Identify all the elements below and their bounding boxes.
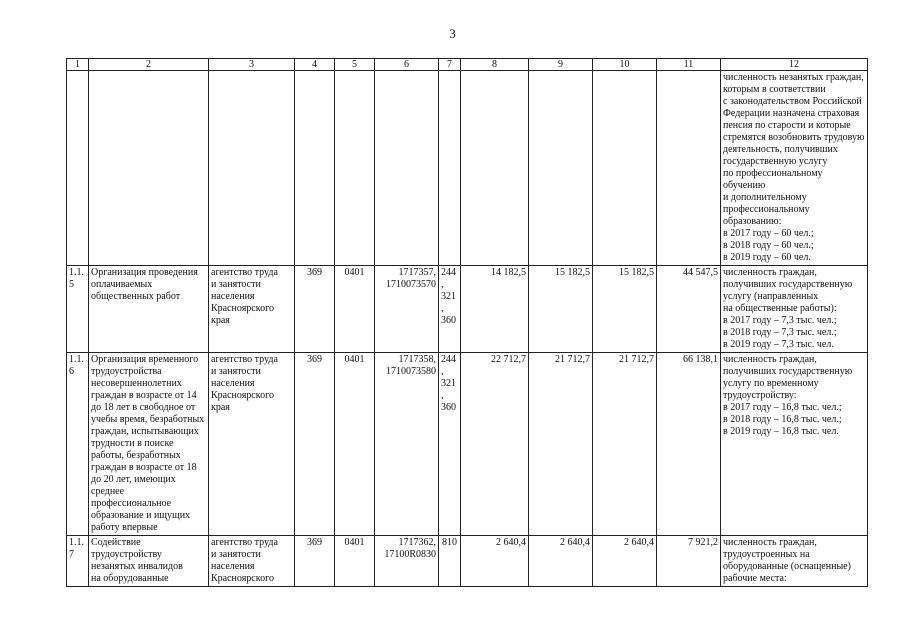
amount-2018: 2 640,4	[529, 536, 593, 587]
csr-cell: 1717357, 1710073570	[375, 266, 439, 353]
col-header-2: 2	[89, 59, 209, 71]
rzpr-cell: 0401	[335, 266, 375, 353]
grbs-cell: 369	[295, 353, 335, 536]
grbs-cell: 369	[295, 266, 335, 353]
activity-name: Организация проведения оплачиваемых общественных работ	[89, 266, 209, 353]
page-number: 3	[449, 26, 456, 41]
col-header-12: 12	[721, 59, 868, 71]
table-row	[67, 536, 868, 587]
executor-cell: агентство труда и занятости населения Красноярского края	[209, 353, 295, 536]
result-cell: численность незанятых граждан, которым в соответствии с законодательством Российской Федерации назначена страховая пенсия по старости и которые стремятся возобновить трудовую деятельность, получивших государственную услугу по профессиональному обучению и дополнительному профессиональному образованию: в 2017 году – 60 чел.; в 2018 году – 60 чел.; в 2019 году – 60 чел.	[721, 71, 868, 266]
row-number: 1.1.7	[67, 536, 89, 587]
amount-2019: 21 712,7	[593, 353, 657, 536]
result-cell: численность граждан, получивших государственную услугу (направленных на общественные работы): в 2017 году – 7,3 тыс. чел.; в 2018 году – 7,3 тыс. чел.; в 2019 году – 7,3 тыс. чел.	[721, 266, 868, 353]
grbs-cell: 369	[295, 536, 335, 587]
col-header-11: 11	[657, 59, 721, 71]
col-header-3: 3	[209, 59, 295, 71]
amount-2017: 22 712,7	[461, 353, 529, 536]
executor-cell: агентство труда и занятости населения Красноярского края	[209, 266, 295, 353]
col-header-4: 4	[295, 59, 335, 71]
activity-name: Содействие трудоустройству незанятых инвалидов на оборудованные	[89, 536, 209, 587]
col-header-10: 10	[593, 59, 657, 71]
row-number: 1.1.5	[67, 266, 89, 353]
table-row	[67, 353, 868, 536]
result-cell: численность граждан, трудоустроенных на оборудованные (оснащенные) рабочие места:	[721, 536, 868, 587]
col-header-9: 9	[529, 59, 593, 71]
row-number: 1.1.6	[67, 353, 89, 536]
col-header-5: 5	[335, 59, 375, 71]
amount-total: 44 547,5	[657, 266, 721, 353]
rzpr-cell: 0401	[335, 536, 375, 587]
amount-2017: 2 640,4	[461, 536, 529, 587]
amount-2018: 21 712,7	[529, 353, 593, 536]
program-activities-table	[66, 58, 868, 587]
csr-cell: 1717362, 17100R0830	[375, 536, 439, 587]
amount-2018: 15 182,5	[529, 266, 593, 353]
executor-cell: агентство труда и занятости населения Красноярского	[209, 536, 295, 587]
col-header-1: 1	[67, 59, 89, 71]
col-header-6: 6	[375, 59, 439, 71]
vr-cell: 244, 321, 360	[439, 353, 461, 536]
col-header-7: 7	[439, 59, 461, 71]
amount-2019: 2 640,4	[593, 536, 657, 587]
vr-cell: 810	[439, 536, 461, 587]
amount-total: 7 921,2	[657, 536, 721, 587]
csr-cell: 1717358, 1710073580	[375, 353, 439, 536]
rzpr-cell: 0401	[335, 353, 375, 536]
result-cell: численность граждан, получивших государственную услугу по временному трудоустройству: в 2017 году – 16,8 тыс. чел.; в 2018 году – 16,8 тыс. чел.; в 2019 году – 16,8 тыс. чел.	[721, 353, 868, 536]
amount-2019: 15 182,5	[593, 266, 657, 353]
activity-name: Организация временного трудоустройства несовершеннолетних граждан в возрасте от 14 до 18 лет в свободное от учебы время, безработных граждан, испытывающих трудности в поиске работы, безработных граждан в возрасте от 18 до 20 лет, имеющих среднее профессиональное образование и ищущих работу впервые	[89, 353, 209, 536]
table-row-continuation	[67, 71, 868, 266]
col-header-8: 8	[461, 59, 529, 71]
amount-2017: 14 182,5	[461, 266, 529, 353]
column-number-row	[67, 59, 868, 71]
amount-total: 66 138,1	[657, 353, 721, 536]
vr-cell: 244, 321, 360	[439, 266, 461, 353]
table-row	[67, 266, 868, 353]
